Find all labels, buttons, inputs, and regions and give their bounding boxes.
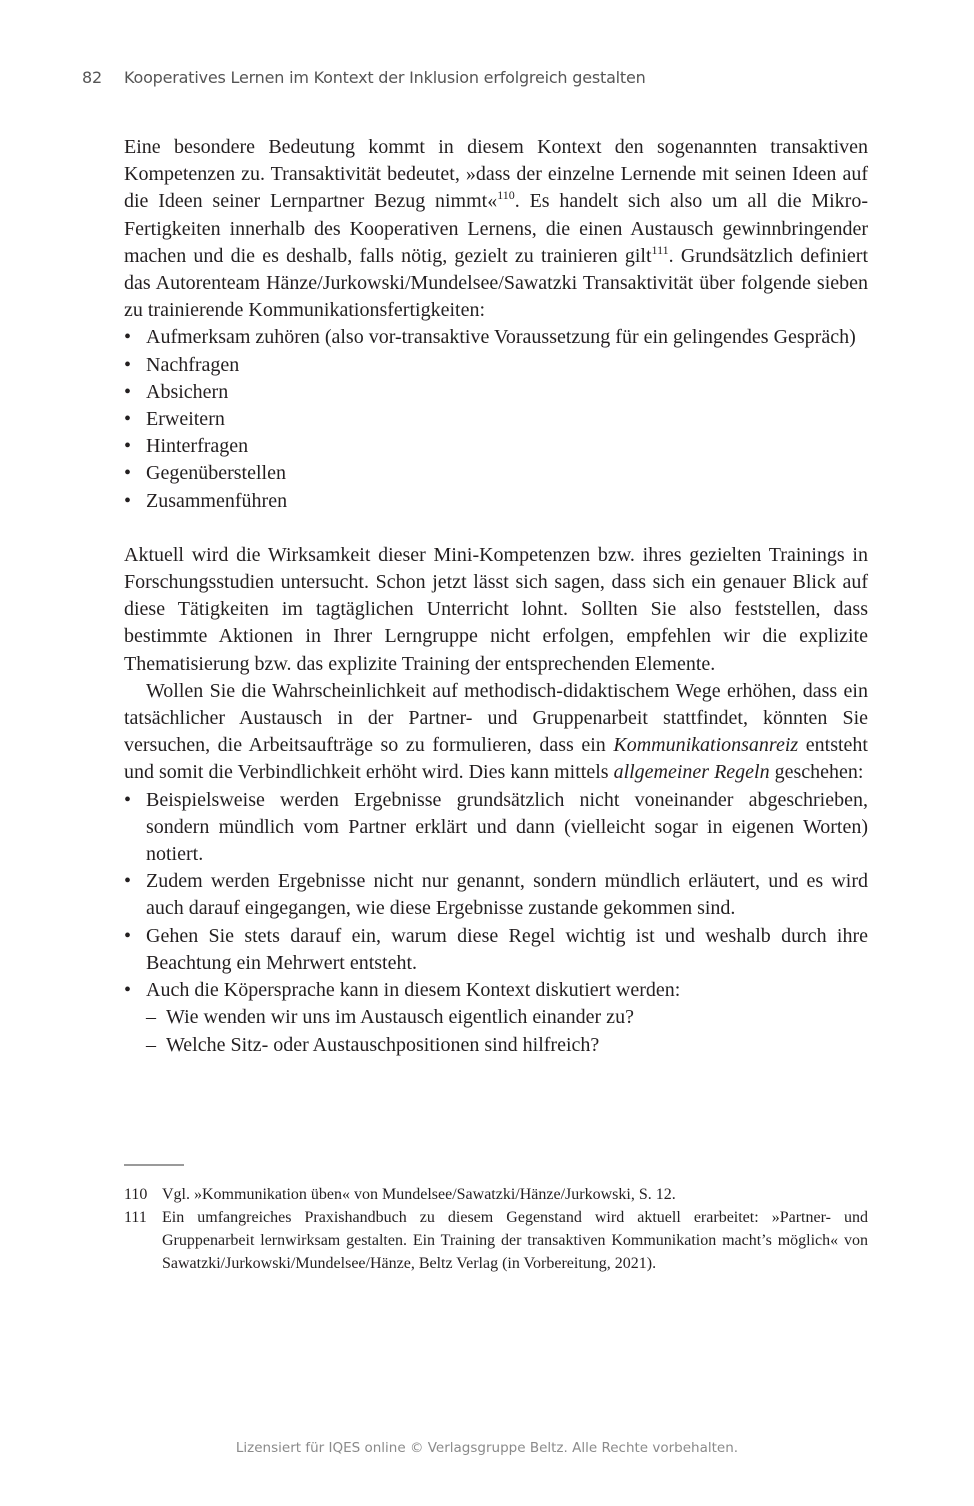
paragraph-text: Eine besondere Bedeutung kommt in diesem Kontext den sogenannten transaktiven Kompetenzen zu. Transaktivität bedeutet, »dass der einzelne Lernende mit seinen Ideen auf die Ideen seiner Lernpartner Bezug nimmt« [124, 136, 868, 213]
list-item-text: Gegenüberstellen [146, 462, 286, 485]
list-item [124, 868, 868, 922]
rules-list [124, 787, 868, 1059]
bullet-icon: • [124, 435, 132, 458]
bullet-icon: • [124, 326, 132, 349]
list-item [124, 460, 868, 487]
paragraph-text: . Grundsätzlich definiert das Autorenteam Hänze/Jurkowski/Mundelsee/Sawatzki Transaktivität über folgende sieben zu trainierende Kommunikationsfertigkeiten: [124, 244, 868, 322]
list-item [124, 324, 868, 351]
paragraph-research: Aktuell wird die Wirksamkeit dieser Mini-Kompetenzen bzw. ihres gezielten Trainings in Forschungsstudien untersucht. Schon jetzt lässt sich sagen, dass sich ein genauer Blick auf diese Tätigkeiten im tagtäglichen Unterricht lohnt. Sollten Sie also feststellen, dass bestimmte Aktionen in Ihrer Lerngruppe nicht erfolgen, empfehlen wir die explizite Thematisierung bzw. das explizite Training der entsprechenden Elemente. [124, 543, 868, 675]
sub-list-item [146, 1032, 868, 1059]
bullet-icon: • [124, 353, 132, 376]
bullet-icon: • [124, 380, 132, 403]
paragraph-communication-incentive [124, 678, 868, 787]
footnote-divider [124, 1164, 184, 1166]
bullet-icon: • [124, 788, 132, 811]
sub-list-item [146, 1004, 868, 1031]
list-item [124, 923, 868, 977]
footnote-110 [124, 1183, 868, 1206]
paragraph-text: . Es handelt sich also um all die Mikro-Fertigkeiten innerhalb des Kooperativen Lernens, die einen Austausch gewinnbringender machen und die es deshalb, falls nötig, gezielt zu trainieren gilt [124, 190, 868, 267]
bullet-icon: • [124, 489, 132, 512]
emphasis-term: Kommunikationsanreiz [613, 734, 799, 757]
list-item [124, 352, 868, 379]
dash-icon: – [146, 1006, 156, 1029]
paragraph-text: entsteht und somit die Verbindlichkeit erhöht wird. Dies kann mittels [124, 734, 868, 784]
footnote-text: Vgl. »Kommunikation üben« von Mundelsee/Sawatzki/Hänze/Jurkowski, S. 12. [162, 1186, 676, 1203]
bullet-icon: • [124, 870, 132, 893]
list-item-text: Gehen Sie stets darauf ein, warum diese Regel wichtig ist und weshalb durch ihre Beachtung ein Mehrwert entsteht. [146, 924, 868, 974]
list-item [124, 787, 868, 869]
main-text [124, 134, 868, 1059]
emphasis-term: allgemeiner Regeln [613, 761, 770, 784]
running-head [82, 68, 646, 87]
list-item-text: Beispielsweise werden Ergebnisse grundsätzlich nicht voneinander abgeschrieben, sondern mündlich vom Partner erklärt und dann (vielleicht sogar in eigenen Worten) notiert. [146, 788, 868, 866]
paragraph-text: Wollen Sie die Wahrscheinlichkeit auf methodisch-didaktischem Wege erhöhen, dass ein tatsächlicher Austausch in der Partner- und Gruppenarbeit stattfindet, könnten Sie versuchen, die Arbeitsaufträge so zu formulieren, dass ein [124, 679, 868, 757]
list-item [124, 488, 868, 515]
list-item-text: Zudem werden Ergebnisse nicht nur genannt, sondern mündlich erläutert, und es wird auch darauf eingegangen, wie diese Ergebnisse zustande gekommen sind. [146, 870, 868, 920]
footnote-ref-110[interactable]: 110 [497, 188, 515, 203]
bullet-icon: • [124, 408, 132, 431]
page-number: 82 [82, 68, 102, 87]
list-item [124, 379, 868, 406]
paragraph-text: geschehen: [769, 761, 864, 784]
list-item-text: Hinterfragen [146, 435, 249, 458]
body-language-questions [146, 1004, 868, 1058]
bullet-icon: • [124, 462, 132, 485]
dash-icon: – [146, 1033, 156, 1056]
list-item-text: Zusammenführen [146, 489, 288, 512]
bullet-icon: • [124, 924, 132, 947]
sub-list-item-text: Wie wenden wir uns im Austausch eigentlich einander zu? [166, 1006, 634, 1029]
list-item-text: Absichern [146, 380, 229, 403]
paragraph-transactive-competences [124, 134, 868, 324]
footnote-text: Ein umfangreiches Praxishandbuch zu diesem Gegenstand wird aktuell erarbeitet: »Partner- und Gruppenarbeit lernwirksam gestalten. Ein Training der transaktiven Kommunikation macht’s möglich« von Sawatzki/Jurkowski/Mundelsee/Hänze, Beltz Verlag (in Vorbereitung, 2021). [162, 1209, 868, 1272]
list-item-text: Auch die Köpersprache kann in diesem Kontext diskutiert werden: [146, 979, 681, 1002]
license-notice: Lizensiert für IQES online © Verlagsgruppe Beltz. Alle Rechte vorbehalten. [235, 1440, 739, 1456]
list-item-text: Aufmerksam zuhören (also vor-transaktive Voraussetzung für ein gelingendes Gespräch) [146, 326, 856, 349]
list-item [124, 433, 868, 460]
footnote-number: 110 [124, 1186, 148, 1203]
running-title: Kooperatives Lernen im Kontext der Inklusion erfolgreich gestalten [124, 68, 646, 87]
bullet-icon: • [124, 979, 132, 1002]
list-item [124, 977, 868, 1059]
skills-list [124, 324, 868, 514]
list-item-text: Erweitern [146, 408, 225, 431]
list-item [124, 406, 868, 433]
sub-list-item-text: Welche Sitz- oder Austauschpositionen sind hilfreich? [166, 1033, 600, 1056]
footnotes [124, 1183, 868, 1275]
footnote-number: 111 [124, 1209, 147, 1226]
footnote-111 [124, 1206, 868, 1275]
footnote-ref-111[interactable]: 111 [651, 242, 669, 257]
list-item-text: Nachfragen [146, 353, 240, 376]
